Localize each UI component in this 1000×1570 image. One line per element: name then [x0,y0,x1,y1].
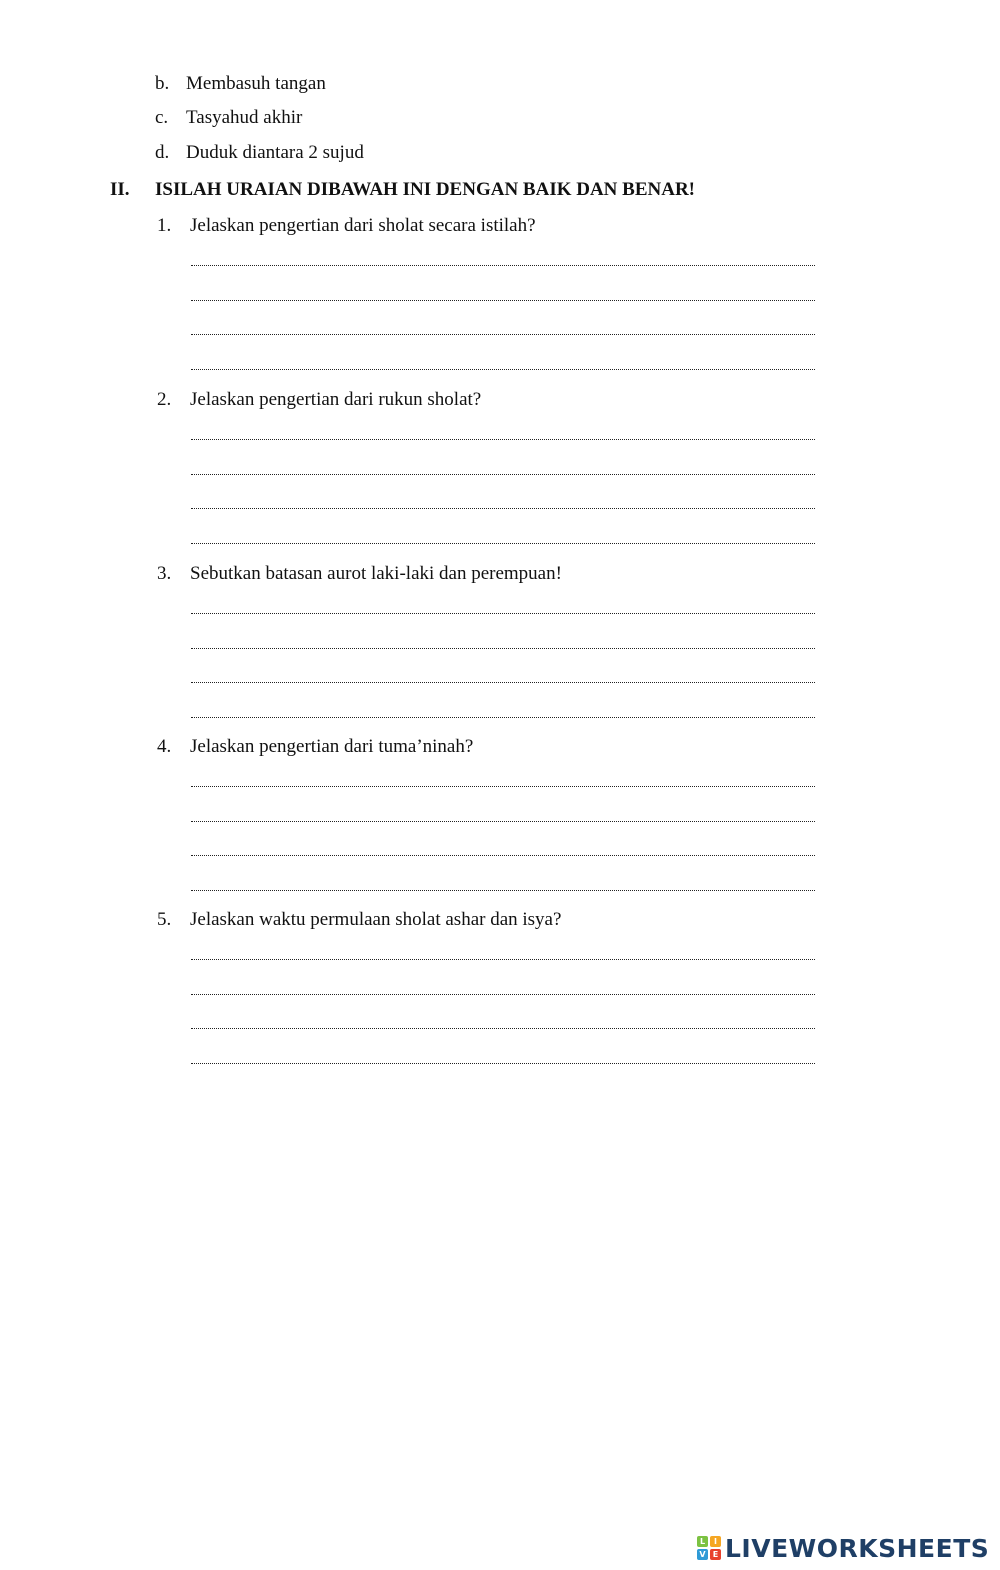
option-b [155,72,326,96]
question-text: Sebutkan batasan aurot laki-laki dan perempuan! [190,563,562,584]
answer-line[interactable] [191,369,815,370]
answer-line[interactable] [191,890,815,891]
answer-line[interactable] [191,717,815,718]
answer-line[interactable] [191,1028,815,1029]
question-number: 3. [157,563,172,584]
liveworksheets-logo [697,1533,989,1563]
section-title: ISILAH URAIAN DIBAWAH INI DENGAN BAIK DAN BENAR! [155,179,695,200]
question-text: Jelaskan pengertian dari sholat secara istilah? [190,215,536,236]
logo-text: LIVEWORKSHEETS [725,1533,990,1563]
section-heading [110,178,695,202]
question-prompt [157,908,561,932]
answer-line[interactable] [191,265,815,266]
question-text: Jelaskan pengertian dari rukun sholat? [190,389,482,410]
option-letter: b. [155,73,170,94]
answer-line[interactable] [191,682,815,683]
option-c [155,106,302,130]
answer-line[interactable] [191,300,815,301]
question-number: 2. [157,389,172,410]
option-text: Membasuh tangan [186,73,326,94]
answer-line[interactable] [191,334,815,335]
logo-mark-icon [697,1536,721,1560]
answer-line[interactable] [191,613,815,614]
question-text: Jelaskan waktu permulaan sholat ashar dan isya? [190,909,562,930]
question-number: 5. [157,909,172,930]
section-number: II. [110,179,130,200]
question-number: 4. [157,736,172,757]
logo-tile: I [710,1536,721,1547]
option-letter: c. [155,107,169,128]
question-text: Jelaskan pengertian dari tuma’ninah? [190,736,474,757]
answer-line[interactable] [191,994,815,995]
answer-line[interactable] [191,959,815,960]
answer-line[interactable] [191,439,815,440]
logo-tile: L [697,1536,708,1547]
question-prompt [157,388,481,412]
option-text: Tasyahud akhir [186,107,303,128]
option-letter: d. [155,142,170,163]
answer-line[interactable] [191,855,815,856]
option-d [155,141,364,165]
answer-line[interactable] [191,474,815,475]
logo-tile: E [710,1549,721,1560]
question-prompt [157,214,536,238]
question-prompt [157,562,562,586]
answer-line[interactable] [191,821,815,822]
answer-line[interactable] [191,1063,815,1064]
answer-line[interactable] [191,508,815,509]
answer-line[interactable] [191,786,815,787]
logo-tile: V [697,1549,708,1560]
question-number: 1. [157,215,172,236]
question-prompt [157,735,473,759]
answer-line[interactable] [191,648,815,649]
option-text: Duduk diantara 2 sujud [186,142,364,163]
answer-line[interactable] [191,543,815,544]
